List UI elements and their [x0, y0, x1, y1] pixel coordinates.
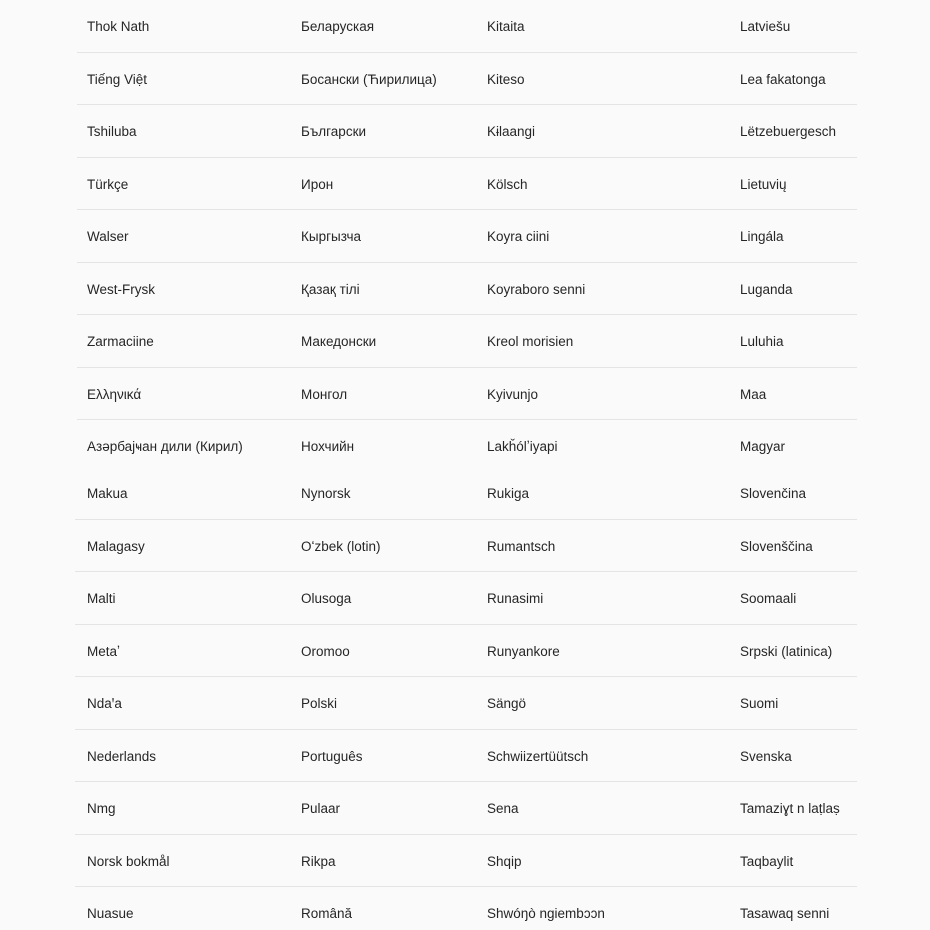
language-option[interactable]: Thok Nath	[87, 19, 150, 34]
language-option[interactable]: Srpski (latinica)	[740, 643, 833, 659]
table-row[interactable]	[0, 368, 930, 421]
language-option[interactable]: Sängö	[487, 696, 527, 711]
language-option[interactable]: Kiteso	[487, 71, 525, 87]
language-option[interactable]: Rumantsch	[487, 538, 556, 554]
language-option[interactable]: Koyraboro senni	[487, 281, 586, 297]
language-option[interactable]: Македонски	[301, 334, 377, 349]
language-option[interactable]: Sena	[487, 801, 519, 816]
language-option[interactable]: Malagasy	[87, 538, 145, 554]
language-option[interactable]: Latviešu	[740, 19, 791, 34]
language-option[interactable]: Shwóŋò ngiembɔɔn	[487, 906, 605, 921]
table-row[interactable]	[0, 572, 930, 625]
language-option[interactable]: Нохчийн	[301, 439, 355, 454]
table-row[interactable]	[0, 625, 930, 678]
language-option[interactable]: Türkçe	[87, 176, 129, 192]
language-option[interactable]: Монгол	[301, 386, 348, 402]
language-option[interactable]: Luluhia	[740, 334, 784, 349]
language-option[interactable]: Български	[301, 124, 367, 139]
language-option[interactable]: Maa	[740, 386, 767, 402]
table-row[interactable]	[0, 263, 930, 316]
language-option[interactable]: Kɨlaangi	[487, 124, 536, 139]
language-list-bottom	[0, 467, 930, 930]
language-option[interactable]: Kitaita	[487, 19, 525, 34]
language-option[interactable]: Suomi	[740, 696, 779, 711]
language-option[interactable]: Kyivunjo	[487, 386, 539, 402]
language-option[interactable]: Rukiga	[487, 486, 530, 501]
language-option[interactable]: Taqbaylit	[740, 853, 794, 869]
language-option[interactable]: Malti	[87, 591, 116, 606]
language-option[interactable]: Nuasue	[87, 906, 134, 921]
language-option[interactable]: Schwiizertüütsch	[487, 748, 589, 764]
language-option[interactable]: Lakȟólʼiyapi	[487, 439, 558, 454]
language-option[interactable]: Lietuvių	[740, 176, 787, 192]
language-option[interactable]: Soomaali	[740, 591, 797, 606]
table-row[interactable]	[0, 835, 930, 888]
table-row[interactable]	[0, 158, 930, 211]
language-option[interactable]: Tasawaq senni	[740, 906, 830, 921]
language-option[interactable]: Slovenčina	[740, 486, 807, 501]
language-option[interactable]: Português	[301, 748, 363, 764]
table-row[interactable]	[0, 420, 930, 473]
language-option[interactable]: Română	[301, 906, 353, 921]
language-option[interactable]: Қазақ тілі	[301, 281, 360, 297]
language-option[interactable]: Oromoo	[301, 643, 350, 659]
language-option[interactable]: Lëtzebuergesch	[740, 124, 837, 139]
language-option[interactable]: Tshiluba	[87, 124, 137, 139]
table-row[interactable]	[0, 315, 930, 368]
language-option[interactable]: Luganda	[740, 281, 793, 297]
table-row[interactable]	[0, 730, 930, 783]
language-option[interactable]: Koyra ciini	[487, 229, 550, 244]
language-option[interactable]: Ndaꞌa	[87, 696, 122, 711]
table-row[interactable]	[0, 520, 930, 573]
language-option[interactable]: Nederlands	[87, 748, 157, 764]
language-option[interactable]: Walser	[87, 229, 129, 244]
table-row[interactable]	[0, 887, 930, 930]
language-option[interactable]: Magyar	[740, 439, 786, 454]
language-option[interactable]: Rikpa	[301, 853, 336, 869]
language-option[interactable]: Nmg	[87, 801, 116, 816]
language-option[interactable]: Кыргызча	[301, 229, 361, 244]
language-option[interactable]: Runasimi	[487, 591, 544, 606]
language-option[interactable]: Olusoga	[301, 591, 352, 606]
language-option[interactable]: Lingála	[740, 229, 784, 244]
language-option[interactable]: Nynorsk	[301, 486, 351, 501]
language-option[interactable]: Lea fakatonga	[740, 71, 826, 87]
language-option[interactable]: Makua	[87, 486, 128, 501]
language-option[interactable]: Pulaar	[301, 801, 341, 816]
table-row[interactable]	[0, 467, 930, 520]
table-row[interactable]	[0, 0, 930, 53]
language-option[interactable]: Kölsch	[487, 176, 528, 192]
language-option[interactable]: Oʻzbek (lotin)	[301, 538, 381, 554]
language-option[interactable]: Runyankore	[487, 643, 560, 659]
language-option[interactable]: Norsk bokmål	[87, 853, 170, 869]
language-option[interactable]: Ирон	[301, 176, 334, 192]
table-row[interactable]	[0, 53, 930, 106]
table-row[interactable]	[0, 210, 930, 263]
table-row[interactable]	[0, 677, 930, 730]
language-option[interactable]: Svenska	[740, 748, 792, 764]
language-option[interactable]: Zarmaciine	[87, 334, 154, 349]
language-option[interactable]: West-Frysk	[87, 281, 155, 297]
language-option[interactable]: Slovenščina	[740, 538, 813, 554]
language-option[interactable]: Metaʼ	[87, 643, 121, 659]
language-option[interactable]: Беларуская	[301, 19, 375, 34]
language-option[interactable]: Tiếng Việt	[87, 71, 148, 87]
table-row[interactable]	[0, 105, 930, 158]
language-option[interactable]: Polski	[301, 696, 338, 711]
language-option[interactable]: Kreol morisien	[487, 334, 574, 349]
language-option[interactable]: Tamaziɣt n laṭlaṣ	[740, 801, 840, 816]
language-option[interactable]: Ελληνικά	[87, 386, 142, 402]
table-row[interactable]	[0, 782, 930, 835]
language-option[interactable]: Shqip	[487, 853, 522, 869]
language-option[interactable]: Азәрбајҹан дили (Кирил)	[87, 439, 243, 454]
language-option[interactable]: Босански (Ћирилица)	[301, 71, 437, 87]
